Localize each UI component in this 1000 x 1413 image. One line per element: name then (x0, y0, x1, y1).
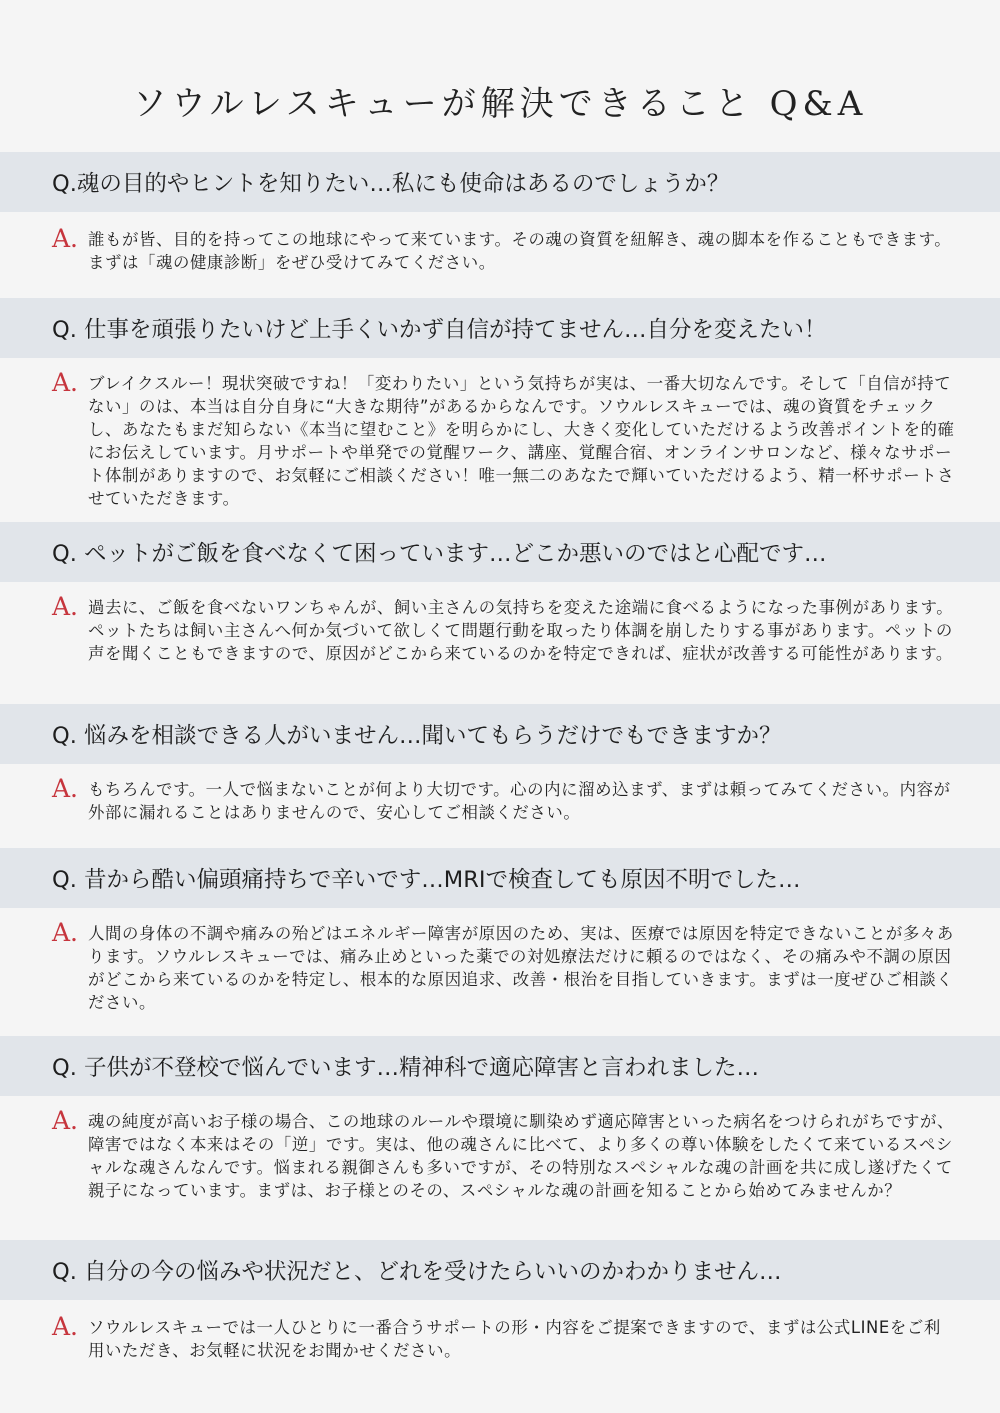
answer-text: ブレイクスルー！現状突破ですね！「変わりたい」という気持ちが実は、一番大切なんです。そして「自信が持てない」のは、本当は自分自身に“大きな期待”があるからなんです。ソウルレスキューでは、魂の資質をチェックし、あなたもまだ知らない《本当に望むこと》を明らかにし、大きく変化していただけるよう改善ポイントを的確にお伝えしています。月サポートや単発での覚醒ワーク、講座、覚醒合宿、オンラインサロンなど、様々なサポート体制がありますので、お気軽にご相談ください！唯一無二のあなたで輝いていただけるよう、精一杯サポートさせていただきます。 (88, 374, 955, 508)
answer-block (52, 1312, 957, 1362)
question-bar (0, 1240, 1000, 1300)
answer-marker: A. (52, 918, 79, 947)
answer-marker: A. (52, 368, 79, 397)
answer-marker: A. (52, 224, 79, 253)
question-bar (0, 704, 1000, 764)
question-bar (0, 848, 1000, 908)
question-text: Q. ペットがご飯を食べなくて困っています…どこか悪いのではと心配です… (52, 541, 827, 567)
answer-block (52, 368, 957, 510)
answer-marker: A. (52, 1312, 79, 1341)
answer-block (52, 1106, 957, 1202)
answer-marker: A. (52, 592, 79, 621)
question-text: Q. 悩みを相談できる人がいません…聞いてもらうだけでもできますか？ (52, 723, 782, 749)
answer-text: 過去に、ご飯を食べないワンちゃんが、飼い主さんの気持ちを変えた途端に食べるようになった事例があります。ペットたちは飼い主さんへ何か気づいて欲しくて問題行動を取ったり体調を崩したりする事があります。ペットの声を聞くこともできますので、原因がどこから来ているのかを特定できれば、症状が改善する可能性があります。 (88, 598, 954, 663)
question-bar (0, 298, 1000, 358)
answer-marker: A. (52, 1106, 79, 1135)
answer-block (52, 918, 957, 1014)
answer-text: 魂の純度が高いお子様の場合、この地球のルールや環境に馴染めず適応障害といった病名をつけられがちですが、障害ではなく本来はその「逆」です。実は、他の魂さんに比べて、より多くの尊い体験をしたくて来ているスペシャルな魂さんなんです。悩まれる親御さんも多いですが、その特別なスペシャルな魂の計画を共に成し遂げたくて親子になっています。まずは、お子様とのその、スペシャルな魂の計画を知ることから始めてみませんか？ (88, 1112, 955, 1200)
answer-text: もちろんです。一人で悩まないことが何より大切です。心の内に溜め込まず、まずは頼ってみてください。内容が外部に漏れることはありませんので、安心してご相談ください。 (88, 780, 951, 822)
question-text: Q. 仕事を頑張りたいけど上手くいかず自信が持てません…自分を変えたい！ (52, 317, 827, 343)
answer-marker: A. (52, 774, 79, 803)
page-title: ソウルレスキューが解決できること Q&A (132, 84, 868, 124)
question-text: Q.魂の目的やヒントを知りたい…私にも使命はあるのでしょうか？ (52, 171, 730, 197)
answer-block (52, 774, 957, 824)
question-bar (0, 152, 1000, 212)
question-text: Q. 昔から酷い偏頭痛持ちで辛いです…MRIで検査しても原因不明でした… (52, 867, 801, 893)
answer-text: 人間の身体の不調や痛みの殆どはエネルギー障害が原因のため、実は、医療では原因を特定できないことが多々あります。ソウルレスキューでは、痛み止めといった薬での対処療法だけに頼るのではなく、その痛みや不調の原因がどこから来ているのかを特定し、根本的な原因追求、改善・根治を目指していきます。まずは一度ぜひご相談ください。 (88, 924, 954, 1012)
answer-text: ソウルレスキューでは一人ひとりに一番合うサポートの形・内容をご提案できますので、まずは公式LINEをご利用いただき、お気軽に状況をお聞かせください。 (88, 1318, 941, 1360)
answer-block (52, 592, 957, 665)
question-text: Q. 子供が不登校で悩んでいます…精神科で適応障害と言われました… (52, 1055, 760, 1081)
answer-text: 誰もが皆、目的を持ってこの地球にやって来ています。その魂の資質を紐解き、魂の脚本を作ることもできます。まずは「魂の健康診断」をぜひ受けてみてください。 (88, 230, 952, 272)
question-bar (0, 522, 1000, 582)
answer-block (52, 224, 957, 274)
question-bar (0, 1036, 1000, 1096)
question-text: Q. 自分の今の悩みや状況だと、どれを受けたらいいのかわかりません… (52, 1259, 782, 1285)
